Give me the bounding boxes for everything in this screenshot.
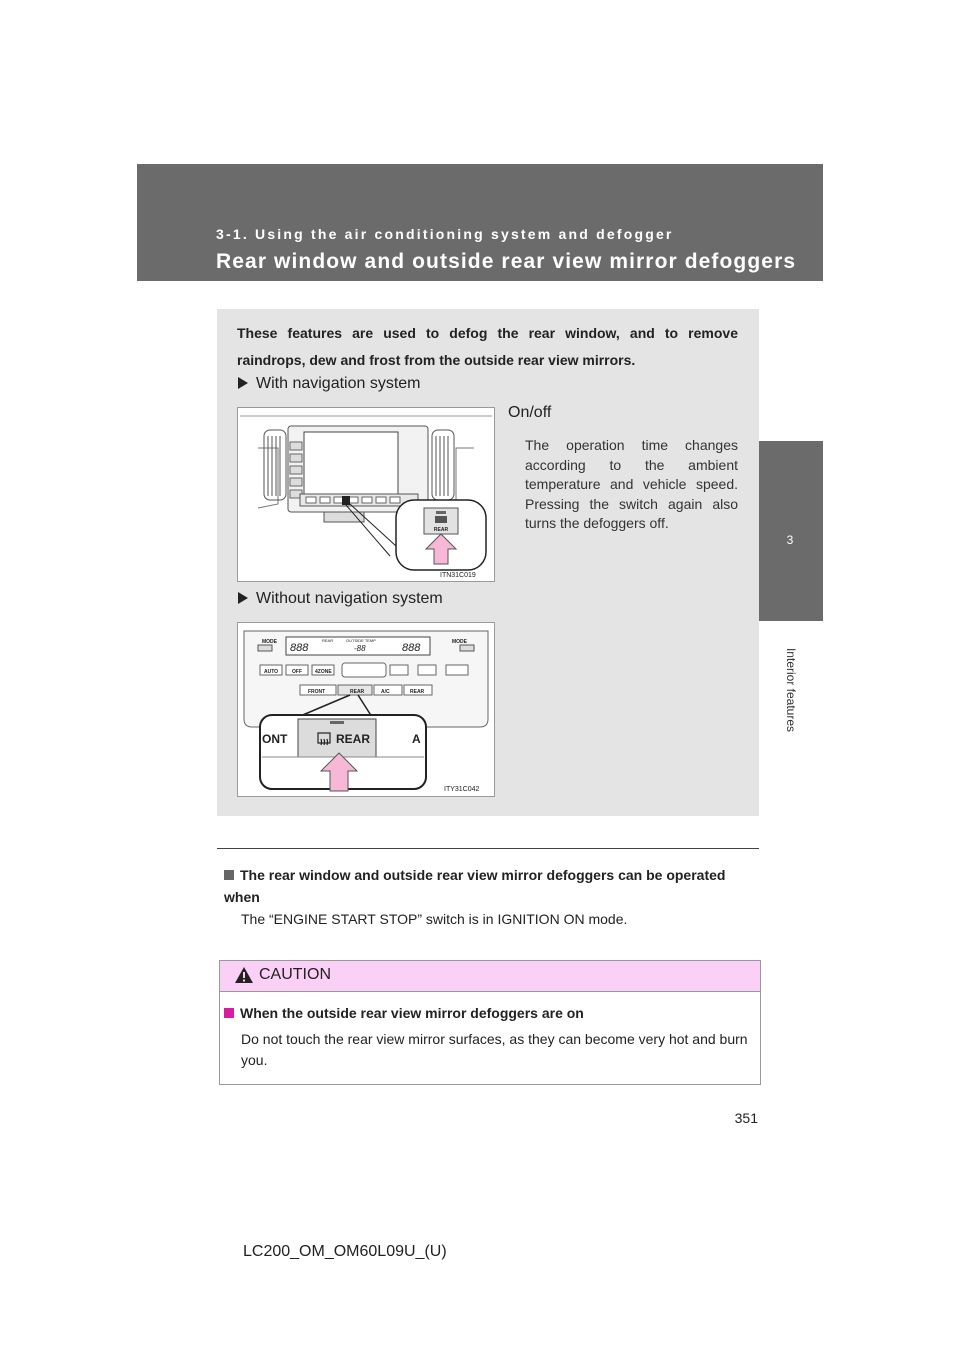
caution-box — [219, 960, 761, 1085]
navigation-panel-illustration — [238, 408, 494, 581]
display-outside-temp: OUTSIDE TEMP — [346, 638, 376, 643]
display-right: 888 — [402, 642, 421, 654]
display-rear-tag: REAR — [322, 638, 334, 643]
ac-label: A/C — [381, 689, 390, 695]
climate-panel-illustration — [238, 623, 494, 796]
triangle-bullet-icon — [238, 377, 248, 389]
caution-title: CAUTION — [259, 966, 331, 983]
figure-code: ITN31C019 — [440, 572, 476, 579]
chapter-number: 3 — [786, 533, 794, 547]
document-code: LC200_OM_OM60L09U_(U) — [243, 1243, 447, 1260]
rear2-label: REAR — [410, 689, 425, 695]
caution-heading — [224, 1005, 584, 1021]
without-nav-heading — [238, 590, 443, 608]
callout-title: On/off — [508, 404, 552, 421]
chapter-label: Interior features — [784, 647, 798, 733]
figure-code: ITY31C042 — [444, 786, 480, 793]
front-label: FRONT — [308, 689, 326, 695]
caution-heading-text: When the outside rear view mirror defoggers are on — [240, 1005, 584, 1021]
callout-text: The operation time changes according to the ambient temperature and vehicle speed. Pressing the switch again also turns the defoggers off. — [525, 437, 738, 531]
zoom-right-text: A — [412, 732, 421, 746]
divider-line — [217, 848, 759, 849]
caution-header — [220, 961, 760, 992]
zoom-left-text: ONT — [262, 732, 288, 746]
display-left: 888 — [290, 642, 309, 654]
note-heading — [224, 864, 754, 908]
section-label: 3-1. Using the air conditioning system and defogger — [216, 226, 674, 242]
rear-small-label: REAR — [350, 689, 365, 695]
warning-triangle-icon — [234, 966, 254, 984]
page-title: Rear window and outside rear view mirror defoggers — [216, 250, 797, 273]
rear-button-label: REAR — [433, 527, 449, 533]
note-body: The “ENGINE START STOP” switch is in IGNITION ON mode. — [241, 911, 628, 927]
auto-label: AUTO — [264, 669, 279, 675]
figure-with-navigation — [237, 407, 495, 582]
intro-text: These features are used to defog the rear window, and to remove raindrops, dew and frost from the outside rear view mirrors. — [237, 325, 738, 368]
caution-text: Do not touch the rear view mirror surfaces, as they can become very hot and burn you. — [241, 1031, 748, 1068]
triangle-bullet-icon — [238, 592, 248, 604]
square-bullet-icon — [224, 1008, 234, 1018]
without-nav-label: Without navigation system — [256, 590, 443, 607]
zoom-rear-text: REAR — [336, 732, 371, 746]
mode-right-label: MODE — [452, 639, 467, 645]
four-zone-label: 4ZONE — [315, 669, 332, 675]
figure-without-navigation — [237, 622, 495, 797]
note-heading-text: The rear window and outside rear view mirror defoggers can be operated when — [224, 867, 726, 905]
with-nav-label: With navigation system — [256, 375, 421, 392]
square-bullet-icon — [224, 870, 234, 880]
mode-left-label: MODE — [262, 639, 277, 645]
page-number: 351 — [734, 1110, 758, 1126]
with-nav-heading — [238, 375, 421, 393]
display-mid: -88 — [354, 644, 366, 653]
chapter-label-wrap — [781, 635, 801, 745]
chapter-tab — [757, 441, 823, 621]
off-label: OFF — [292, 669, 302, 675]
